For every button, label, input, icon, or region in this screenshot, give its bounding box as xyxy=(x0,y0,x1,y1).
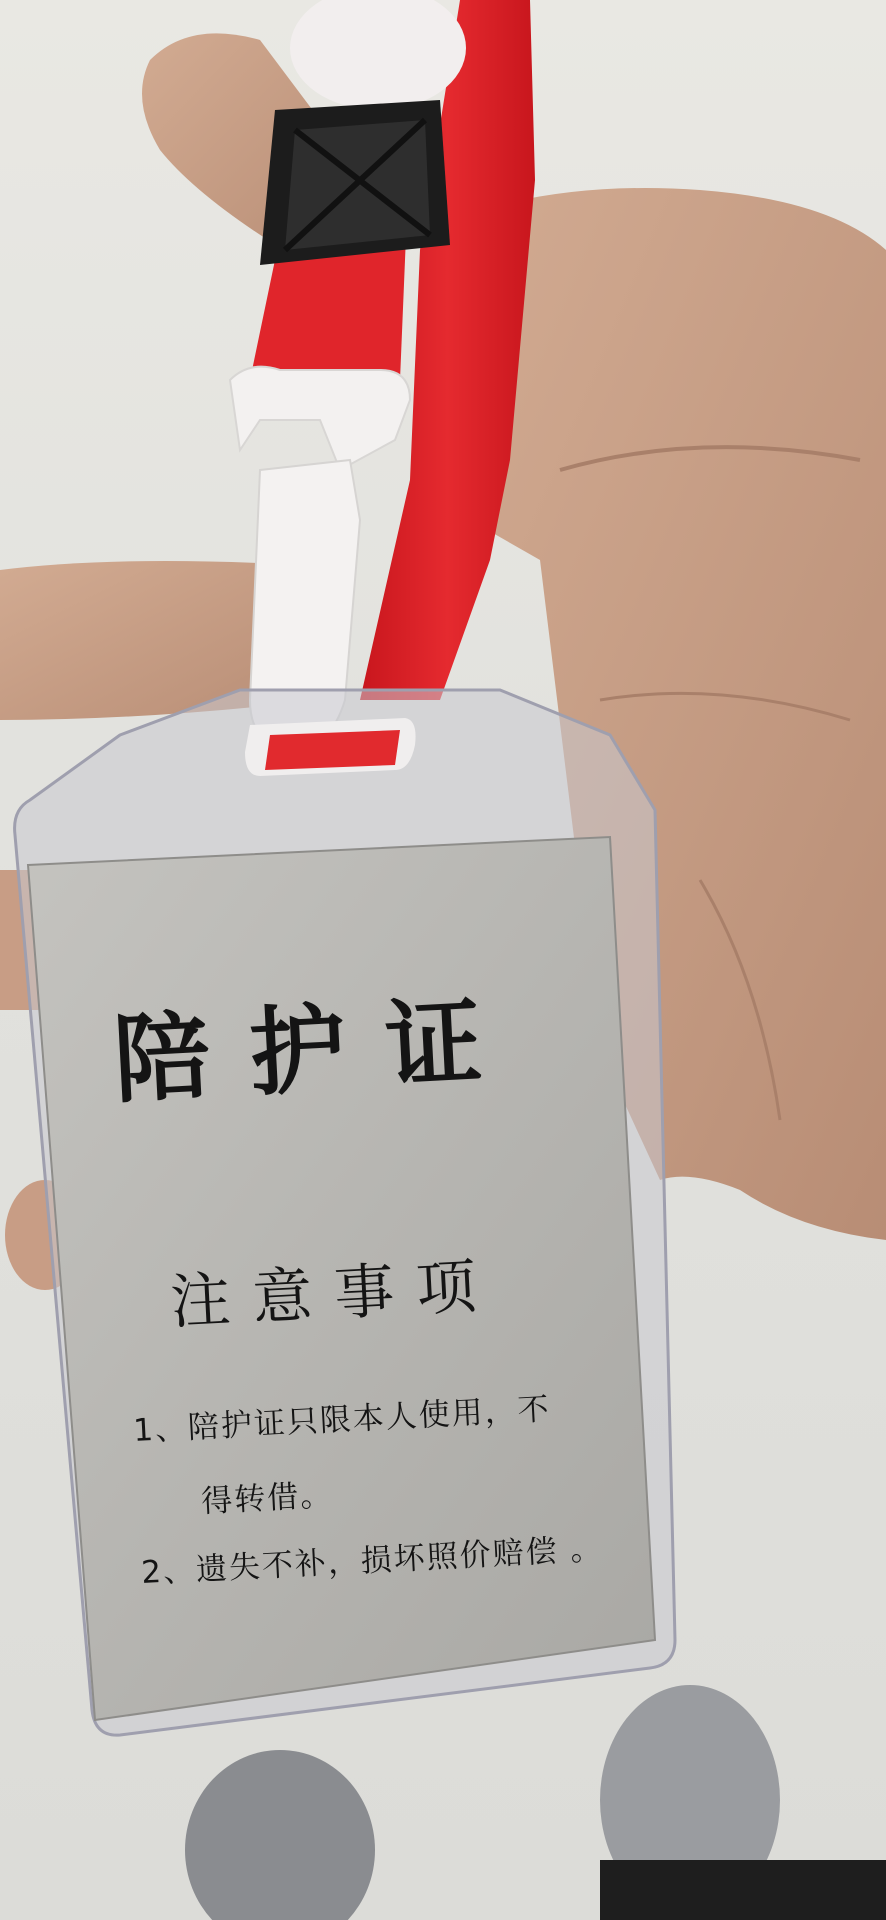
badge-subtitle: 注意事项 xyxy=(168,1250,500,1338)
badge-rule-2: 2、遗失不补，损坏照价赔偿 。 xyxy=(140,1530,605,1591)
dark-fabric xyxy=(600,1860,886,1920)
badge-title: 陪护证 xyxy=(111,983,525,1117)
clip-ring xyxy=(230,367,410,470)
shoe-left xyxy=(185,1750,375,1920)
lanyard-white-button xyxy=(290,0,466,110)
badge-rule-1-line-2: 得转借。 xyxy=(200,1477,335,1520)
badge-rule-1-line-1: 1、陪护证只限本人使用，不 xyxy=(132,1391,552,1449)
